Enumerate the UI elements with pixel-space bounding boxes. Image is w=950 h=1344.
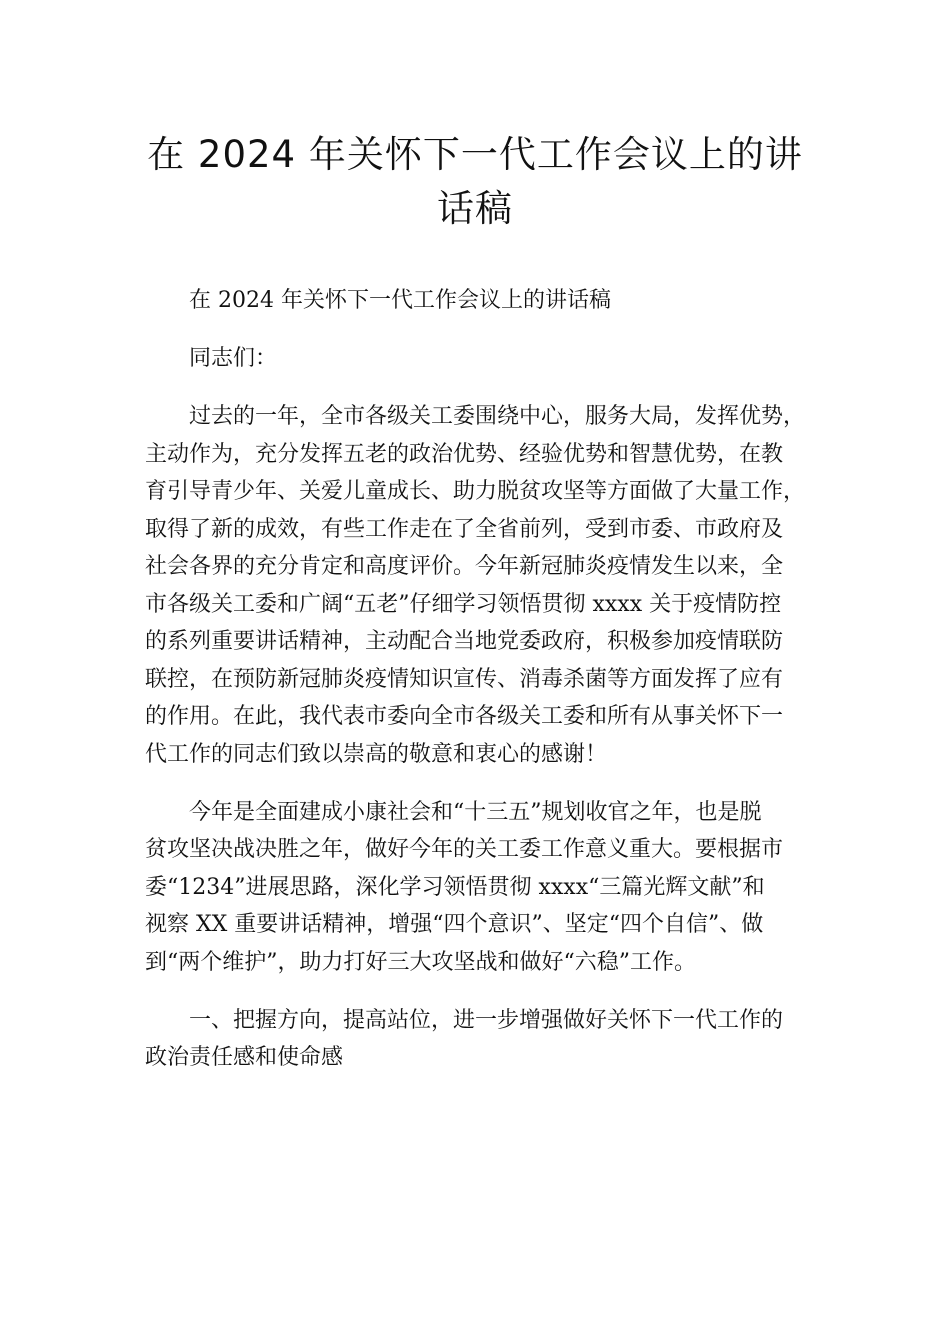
paragraph-line: 社会各界的充分肯定和高度评价。今年新冠肺炎疫情发生以来，全 (145, 554, 784, 579)
body-paragraph (145, 794, 825, 982)
paragraph-line: 的作用。在此，我代表市委向全市各级关工委和所有从事关怀下一 (145, 704, 784, 729)
paragraph-line: 联控，在预防新冠肺炎疫情知识宣传、消毒杀菌等方面发挥了应有 (145, 666, 784, 692)
paragraph-line: 视察 XX 重要讲话精神，增强“四个意识”、坚定“四个自信”、做 (145, 912, 764, 937)
title-line: 话稿 (437, 187, 513, 230)
paragraph-line: 在 2024 年关怀下一代工作会议上的讲话稿 (189, 288, 611, 313)
paragraph-line: 主动作为，充分发挥五老的政治优势、经验优势和智慧优势，在教 (145, 441, 784, 467)
subtitle-paragraph (145, 282, 825, 320)
salutation-paragraph (145, 340, 825, 378)
paragraph-line: 今年是全面建成小康社会和“十三五”规划收官之年，也是脱 (189, 799, 762, 825)
paragraph-line: 同志们： (189, 346, 278, 371)
document-title (130, 128, 820, 236)
title-line: 在 2024 年关怀下一代工作会议上的讲 (147, 133, 803, 176)
paragraph-line: 到“两个维护”，助力打好三大攻坚战和做好“六稳”工作。 (145, 949, 696, 975)
paragraph-line: 育引导青少年、关爱儿童成长、助力脱贫攻坚等方面做了大量工作， (145, 479, 806, 504)
section-heading-paragraph (145, 1002, 825, 1077)
paragraph-line: 过去的一年，全市各级关工委围绕中心，服务大局，发挥优势， (189, 404, 806, 429)
paragraph-line: 取得了新的成效，有些工作走在了全省前列，受到市委、市政府及 (145, 516, 784, 542)
paragraph-line: 政治责任感和使命感 (145, 1045, 344, 1070)
body-paragraph (145, 398, 825, 773)
paragraph-line: 的系列重要讲话精神，主动配合当地党委政府，积极参加疫情联防 (145, 629, 784, 654)
paragraph-line: 贫攻坚决战决胜之年，做好今年的关工委工作意义重大。要根据市 (145, 837, 784, 862)
paragraph-line: 代工作的同志们致以崇高的敬意和衷心的感谢！ (145, 741, 608, 767)
paragraph-line: 一、把握方向，提高站位，进一步增强做好关怀下一代工作的 (189, 1007, 784, 1033)
paragraph-line: 委“1234”进展思路，深化学习领悟贯彻 xxxx“三篇光辉文献”和 (145, 874, 765, 900)
document-body (145, 282, 825, 1077)
paragraph-line: 市各级关工委和广阔“五老”仔细学习领悟贯彻 xxxx 关于疫情防控 (145, 591, 782, 617)
